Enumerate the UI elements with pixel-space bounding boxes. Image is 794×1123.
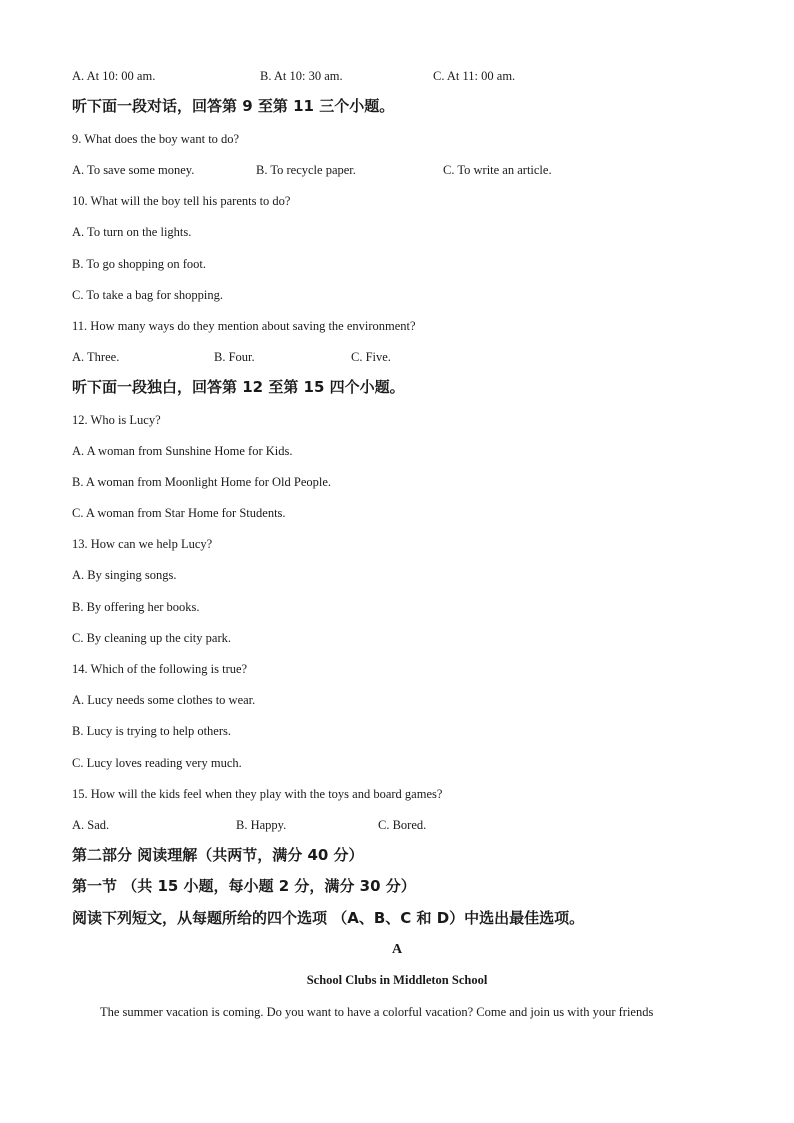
q14-option-b: B. Lucy is trying to help others. — [72, 724, 232, 738]
q15-option-a: A. Sad. — [72, 818, 110, 832]
q13-option-c: C. By cleaning up the city park. — [72, 631, 231, 645]
q9-option-c: C. To write an article. — [443, 163, 552, 177]
q9-option-b: B. To recycle paper. — [256, 163, 356, 177]
passage-letter: A — [391, 942, 403, 957]
q10-question: 10. What will the boy tell his parents to do? — [72, 194, 291, 208]
q11-option-a: A. Three. — [72, 350, 120, 364]
passage-first-line: The summer vacation is coming. Do you want to have a colorful vacation? Come and join us with your friends — [100, 1005, 654, 1019]
dialogue-instruction: 听下面一段对话，回答第 9 至第 11 三个小题。 — [72, 97, 395, 115]
q8-option-b: B. At 10: 30 am. — [260, 69, 343, 83]
q13-option-a: A. By singing songs. — [72, 568, 177, 582]
q11-question: 11. How many ways do they mention about saving the environment? — [72, 319, 416, 333]
section1-heading: 第一节 （共 15 小题，每小题 2 分，满分 30 分） — [72, 877, 416, 895]
q13-question: 13. How can we help Lucy? — [72, 537, 213, 551]
q14-question: 14. Which of the following is true? — [72, 662, 248, 676]
q15-option-c: C. Bored. — [378, 818, 427, 832]
q11-option-b: B. Four. — [214, 350, 255, 364]
q11-option-c: C. Five. — [351, 350, 391, 364]
q13-option-b: B. By offering her books. — [72, 600, 200, 614]
monologue-instruction: 听下面一段独白，回答第 12 至第 15 四个小题。 — [72, 378, 405, 396]
q12-option-c: C. A woman from Star Home for Students. — [72, 506, 286, 520]
q12-question: 12. Who is Lucy? — [72, 413, 161, 427]
q14-option-c: C. Lucy loves reading very much. — [72, 756, 242, 770]
q10-option-c: C. To take a bag for shopping. — [72, 288, 223, 302]
q15-question: 15. How will the kids feel when they play with the toys and board games? — [72, 787, 443, 801]
reading-instruction: 阅读下列短文，从每题所给的四个选项 （A、B、C 和 D）中选出最佳选项。 — [72, 909, 585, 927]
q9-question: 9. What does the boy want to do? — [72, 132, 240, 146]
q8-option-a: A. At 10: 00 am. — [72, 69, 156, 83]
q10-option-a: A. To turn on the lights. — [72, 225, 192, 239]
q10-option-b: B. To go shopping on foot. — [72, 257, 206, 271]
q14-option-a: A. Lucy needs some clothes to wear. — [72, 693, 256, 707]
passage-title: School Clubs in Middleton School — [306, 973, 488, 987]
q12-option-a: A. A woman from Sunshine Home for Kids. — [72, 444, 293, 458]
q15-option-b: B. Happy. — [236, 818, 287, 832]
q8-option-c: C. At 11: 00 am. — [433, 69, 516, 83]
q9-option-a: A. To save some money. — [72, 163, 195, 177]
part2-heading: 第二部分 阅读理解（共两节，满分 40 分） — [72, 846, 364, 864]
q12-option-b: B. A woman from Moonlight Home for Old People. — [72, 475, 332, 489]
